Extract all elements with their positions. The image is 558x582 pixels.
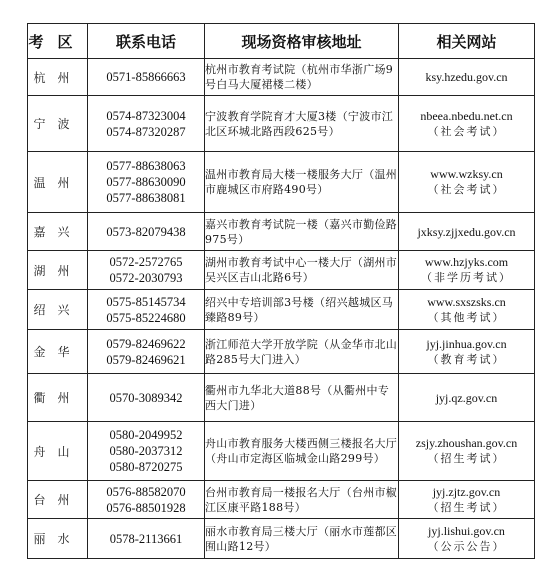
cell-address: 嘉兴市教育考试院一楼（嘉兴市勤俭路975号） [205, 213, 399, 251]
cell-city: 嘉兴 [28, 213, 88, 251]
phone-number: 0576-88501928 [106, 500, 186, 515]
table-row [28, 251, 535, 290]
table-body [28, 59, 535, 559]
website-note: （教育考试） [427, 352, 506, 366]
phone-number: 0575-85224680 [106, 310, 186, 325]
cell-website [399, 96, 535, 152]
cell-phone [88, 213, 205, 251]
phone-number: 0577-88638081 [106, 191, 186, 205]
header-city: 考区 [28, 24, 88, 59]
table-row [28, 152, 535, 213]
cell-website [399, 213, 535, 251]
phone-number: 0570-3089342 [109, 390, 183, 405]
cell-city: 杭州 [28, 59, 88, 96]
cell-city: 宁波 [28, 96, 88, 152]
phone-number: 0573-82079438 [106, 224, 186, 239]
cell-address: 温州市教育局大楼一楼服务大厅（温州市鹿城区市府路490号） [205, 152, 399, 213]
website-link[interactable]: www.sxszsks.cn [427, 294, 506, 309]
website-note: （招生考试） [427, 452, 506, 465]
header-website: 相关网站 [399, 24, 535, 59]
cell-website [399, 481, 535, 519]
cell-address: 杭州市教育考试院（杭州市华浙广场9号白马大厦裙楼二楼） [205, 59, 399, 96]
cell-phone [88, 519, 205, 559]
phone-number: 0576-88582070 [106, 484, 186, 499]
phone-number: 0580-2049952 [109, 428, 183, 442]
cell-website [399, 422, 535, 481]
cell-website [399, 330, 535, 374]
cell-address: 舟山市教育服务大楼西侧三楼报名大厅（舟山市定海区临城金山路299号） [205, 422, 399, 481]
table-row [28, 422, 535, 481]
phone-number: 0575-85145734 [106, 294, 186, 309]
table-row [28, 290, 535, 330]
cell-city: 舟山 [28, 422, 88, 481]
cell-address: 衢州市九华北大道88号（从衢州中专西大门进） [205, 374, 399, 422]
table-row [28, 481, 535, 519]
website-note: （公示公告） [427, 539, 506, 553]
cell-city: 台州 [28, 481, 88, 519]
table-row [28, 59, 535, 96]
header-address: 现场资格审核地址 [205, 24, 399, 59]
website-link[interactable]: jyj.lishui.gov.cn [428, 523, 505, 538]
cell-website [399, 374, 535, 422]
cell-website [399, 519, 535, 559]
cell-city: 丽水 [28, 519, 88, 559]
website-note: （非学历考试） [421, 271, 512, 284]
header-phone: 联系电话 [88, 24, 205, 59]
website-link[interactable]: www.wzksy.cn [430, 167, 503, 181]
phone-number: 0579-82469621 [106, 352, 186, 367]
cell-address: 湖州市教育考试中心一楼大厅（湖州市吴兴区吉山北路6号） [205, 251, 399, 290]
phone-number: 0577-88630090 [106, 175, 186, 189]
website-note: （其他考试） [427, 310, 506, 324]
phone-number: 0571-85866663 [106, 70, 186, 84]
phone-number: 0572-2030793 [109, 271, 183, 285]
table-row [28, 519, 535, 559]
table-row [28, 330, 535, 374]
cell-website [399, 59, 535, 96]
cell-phone [88, 481, 205, 519]
phone-number: 0572-2572765 [109, 255, 183, 269]
cell-phone [88, 96, 205, 152]
cell-phone [88, 330, 205, 374]
phone-number: 0574-87320287 [106, 124, 186, 139]
cell-phone [88, 59, 205, 96]
website-link[interactable]: jxksy.zjjxedu.gov.cn [417, 224, 516, 239]
table-row [28, 96, 535, 152]
website-link[interactable]: nbeea.nbedu.net.cn [420, 108, 513, 123]
cell-phone [88, 152, 205, 213]
cell-address: 台州市教育局一楼报名大厅（台州市椒江区康平路188号） [205, 481, 399, 519]
phone-number: 0577-88638063 [106, 159, 186, 173]
cell-address: 浙江师范大学开放学院（从金华市北山路285号大门进入） [205, 330, 399, 374]
phone-number: 0579-82469622 [106, 336, 186, 351]
website-link[interactable]: jyj.jinhua.gov.cn [426, 336, 507, 351]
cell-city: 金华 [28, 330, 88, 374]
website-note: （招生考试） [427, 500, 506, 514]
website-link[interactable]: www.hzjyks.com [424, 255, 509, 269]
phone-number: 0578-2113661 [109, 531, 183, 546]
cell-phone [88, 422, 205, 481]
cell-address: 丽水市教育局三楼大厅（丽水市莲都区囿山路12号） [205, 519, 399, 559]
website-note: （社会考试） [427, 124, 506, 138]
exam-contact-table [27, 23, 535, 559]
website-link[interactable]: zsjy.zhoushan.gov.cn [415, 436, 518, 450]
cell-website [399, 251, 535, 290]
phone-number: 0574-87323004 [106, 108, 186, 123]
cell-phone [88, 290, 205, 330]
cell-city: 绍兴 [28, 290, 88, 330]
cell-phone [88, 251, 205, 290]
cell-address: 宁波教育学院育才大厦3楼（宁波市江北区环城北路西段625号） [205, 96, 399, 152]
table-row [28, 374, 535, 422]
phone-number: 0580-2037312 [109, 444, 183, 458]
table-row [28, 213, 535, 251]
cell-website [399, 152, 535, 213]
cell-city: 衢州 [28, 374, 88, 422]
website-link[interactable]: jyj.qz.gov.cn [435, 390, 498, 405]
website-link[interactable]: jyj.zjtz.gov.cn [432, 484, 501, 499]
cell-city: 温州 [28, 152, 88, 213]
website-note: （社会考试） [427, 183, 506, 196]
header-row [28, 24, 535, 59]
cell-phone [88, 374, 205, 422]
website-link[interactable]: ksy.hzedu.gov.cn [425, 70, 508, 84]
cell-address: 绍兴中专培训部3号楼（绍兴越城区马臻路89号） [205, 290, 399, 330]
phone-number: 0580-8720275 [109, 460, 183, 474]
cell-city: 湖州 [28, 251, 88, 290]
cell-website [399, 290, 535, 330]
